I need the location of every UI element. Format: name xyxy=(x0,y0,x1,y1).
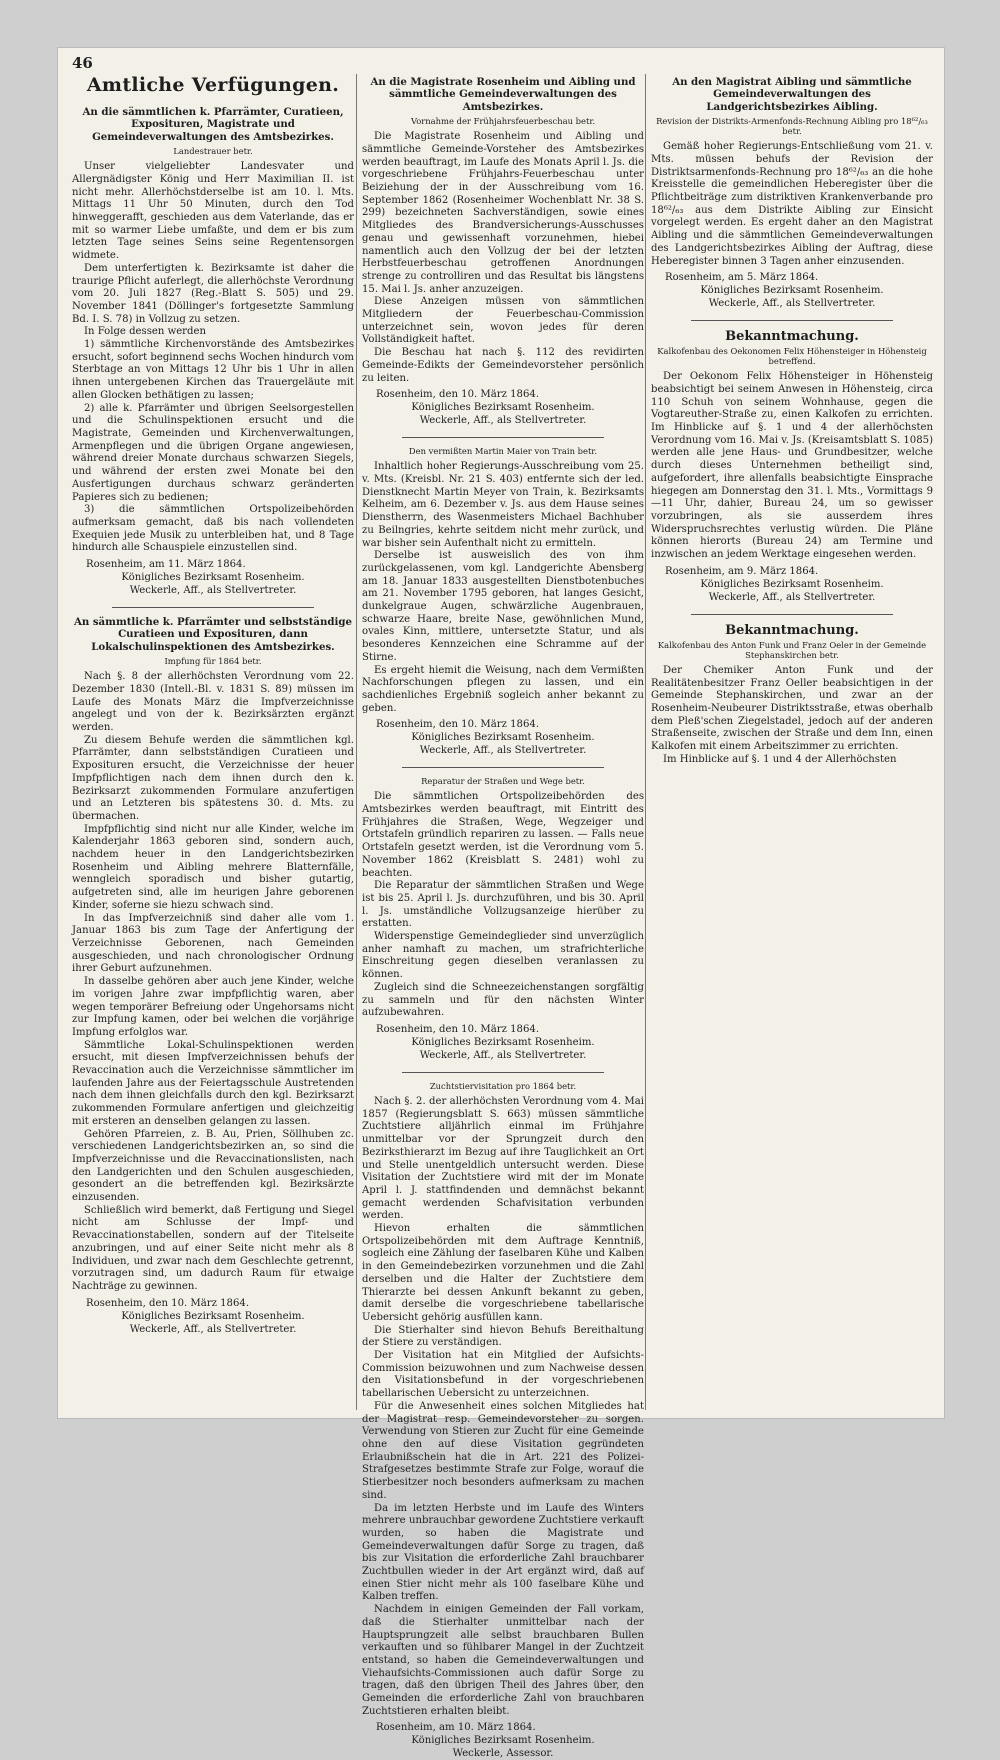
paragraph: In das Impfverzeichniß sind daher alle vom 1. Januar 1863 bis zum Tage der Anfertigung der Verzeichnisse Geborenen, nach Gemeinden ausgeschieden, und nach chronologischer Ordnung ihrer Geburt aufzunehmen. xyxy=(72,912,354,975)
paragraph: Sämmtliche Lokal-Schulinspektionen werden ersucht, mit diesen Impfverzeichnissen behufs der Revaccination auch die Verzeichnisse sämmtlicher im laufenden Jahre aus der Feiertagsschule Austretenden nach dem ihnen gleichfalls durch den kgl. Bezirksarzt zukommenden Formulare anfertigen und gleichzeitig mit ersteren an denselben gelangen zu lassen. xyxy=(72,1039,354,1127)
paragraph: 3) die sämmtlichen Ortspolizeibehörden aufmerksam gemacht, daß bis nach vollendeten Exequien jede Musik zu unterbleiben hat, und 8 Tage hindurch alle Schauspiele einzustellen sind. xyxy=(72,504,354,554)
separator xyxy=(691,614,893,615)
notice-subject: Revision der Distrikts-Armenfonds-Rechnung Aibling pro 18⁶²/₆₃ betr. xyxy=(656,116,928,137)
paragraph: Die Beschau hat nach §. 112 des revidirten Gemeinde-Edikts der Gemeindevorsteher persönlich zu leiten. xyxy=(362,347,644,384)
notice-subject: Zuchtstiervisitation pro 1864 betr. xyxy=(429,1081,577,1091)
paragraph: Es ergeht hiemit die Weisung, nach dem Vermißten Nachforschungen pflegen zu lassen, und ein sachdienliches Ergebniß sogleich anher bekannt zu geben. xyxy=(362,664,644,714)
separator xyxy=(112,607,314,608)
paragraph: Widerspenstige Gemeindeglieder sind unverzüglich anher namhaft zu machen, um strafrichterliche Einschreitung gegen dieselben veranlassen zu können. xyxy=(362,931,644,981)
notice-zuchtstiervisitation xyxy=(362,1081,644,1760)
paragraph: Nach §. 2. der allerhöchsten Verordnung vom 4. Mai 1857 (Regierungsblatt S. 663) müssen sämmtliche Zuchtstiere alljährlich einmal im Frühjahre unmittelbar vor der Sprungzeit durch den Bezirksthierarzt im Bezug auf ihre Tauglichkeit an Ort und Stelle unentgeldlich untersucht werden. Diese Visitation der Zuchtstiere wird mit der im Monate April l. J. stattfindenden und demnächst bekannt gemacht werdenden Schafvisitation verbunden werden. xyxy=(362,1096,644,1222)
date-line: Rosenheim, am 9. März 1864. xyxy=(665,565,819,577)
signer-line: Weckerle, Assessor. xyxy=(452,1748,554,1760)
signer-line: Weckerle, Aff., als Stellvertreter. xyxy=(129,585,297,597)
signature-block xyxy=(362,1721,644,1760)
paragraph: 2) alle k. Pfarrämter und übrigen Seelsorgestellen und die Schulinspektionen ersucht und die Magistrate, Gemeinden und Kirchenverwaltungen, Armenpflegen und die übrigen Organe angewiesen, während dreier Monate durchaus schwarzen Siegels, und während der ersten zwei Monate bei den Ausfertigungen durchaus schwarz geränderten Papieres sich zu bedienen; xyxy=(72,402,354,503)
paragraph: Dem unterfertigten k. Bezirksamte ist daher die traurige Pflicht auferlegt, die allerhöchste Verordnung vom 20. Juli 1827 (Reg.-Blatt S. 505) und 29. November 1841 (Döllinger's fortgesetzte Sammlung Bd. I. S. 78) in Vollzug zu setzen. xyxy=(72,262,354,325)
notice-body xyxy=(362,461,644,715)
signer-line: Weckerle, Aff., als Stellvertreter. xyxy=(419,745,587,757)
notice-subject: Vornahme der Frühjahrsfeuerbeschau betr. xyxy=(410,116,596,127)
signer-line: Weckerle, Aff., als Stellvertreter. xyxy=(708,591,876,603)
paragraph: Unser vielgeliebter Landesvater und Allergnädigster König und Herr Maximilian II. ist nicht mehr. Allerhöchstderselbe ist am 10. l. Mts. Mittags 11 Uhr 50 Minuten, durch den Tod hinweggerafft, geschieden aus dem Vaterlande, das er mit so warmer Liebe umfaßte, und dem er bis zum letzten Tage seines Seins seine Regentensorgen widmete. xyxy=(72,161,354,262)
notice-martin-maier xyxy=(362,446,644,757)
authority-line: Königliches Bezirksamt Rosenheim. xyxy=(700,285,884,297)
paragraph: Impfpflichtig sind nicht nur alle Kinder, welche im Kalenderjahr 1863 geboren sind, sondern auch, nachdem heuer in den Landgerichtsbezirken Rosenheim und Aibling mehrere Blatternfälle, wenngleich sporadisch und bisher gutartig, aufgetreten sind, alle im heurigen Jahre geborenen Kinder, soferne sie hiezu schwach sind. xyxy=(72,823,354,911)
date-line: Rosenheim, am 10. März 1864. xyxy=(376,1722,536,1734)
column-rule xyxy=(356,74,357,1410)
notice-body xyxy=(651,141,933,268)
notice-body xyxy=(362,131,644,385)
date-line: Rosenheim, den 10. März 1864. xyxy=(376,389,540,401)
paragraph: Da im letzten Herbste und im Laufe des Winters mehrere unbrauchbar gewordene Zuchtstiere verkauft wurden, so haben die Magistrate und Gemeindeverwaltungen dafür Sorge zu tragen, daß bis zur Visitation die erforderliche Zahl brauchbarer Zuchtbullen wieder in der Art ergänzt wird, daß auf einen Stier nicht mehr als 100 faselbare Kühe und Kalben treffen. xyxy=(362,1502,644,1603)
notice-addressee: An die Magistrate Rosenheim und Aibling und sämmtliche Gemeindeverwaltungen des Amtsbezirkes. xyxy=(370,76,636,113)
column-3 xyxy=(651,72,933,1408)
notice-addressee: An sämmtliche k. Pfarrämter und selbstständige Curatieen und Exposituren, dann Lokalschulinspektionen des Amtsbezirkes. xyxy=(73,616,353,653)
signature-block xyxy=(72,558,354,597)
paragraph: Die Magistrate Rosenheim und Aibling und sämmtliche Gemeinde-Vorsteher des Amtsbezirkes werden beauftragt, im Laufe des Monats April l. Js. die vorgeschriebene Frühjahrs-Feuerbeschau unter Beiziehung der in der Ausschreibung vom 16. September 1862 (Rosenheimer Wochenblatt Nr. 38 S. 299) bezeichneten Sachverständigen, sowie eines Mitgliedes des Brandversicherungs-Ausschusses genau und gewissenhaft vorzunehmen, hiebei namentlich auch den Vollzug der bei der letzten Herbstfeuerbeschau getroffenen Anordnungen strenge zu controlliren und das Resultat bis längstens 15. Mai l. Js. anher anzuzeigen. xyxy=(362,131,644,295)
signature-block xyxy=(651,271,933,310)
paragraph: Hievon erhalten die sämmtlichen Ortspolizeibehörden mit dem Auftrage Kenntniß, sogleich eine Zählung der faselbaren Kühe und Kalben in den Gemeindebezirken vorzunehmen und die Zahl derselben und die Halter der Zuchtstiere dem Thierarzte bei dessen Ankunft bekannt zu geben, damit derselbe die vorgeschriebene tabellarische Uebersicht gehörig ausfüllen kann. xyxy=(362,1223,644,1323)
paragraph: Diese Anzeigen müssen von sämmtlichen Mitgliedern der Feuerbeschau-Commission unterzeichnet sein, wovon jedes für deren Vollständigkeit haftet. xyxy=(362,296,644,346)
page-number: 46 xyxy=(72,54,93,72)
notice-armenfonds xyxy=(651,76,933,310)
notice-landestrauer xyxy=(72,106,354,597)
notice-subject: Kalkofenbau des Anton Funk und Franz Oeler in der Gemeinde Stephanskirchen betr. xyxy=(657,639,927,660)
column-1 xyxy=(72,72,354,1408)
paragraph: Nachdem in einigen Gemeinden der Fall vorkam, daß die Stierhalter unmittelbar nach der Hauptsprungzeit alle selbst brauchbaren Bullen verkauften und so fühlbarer Mangel in der Zuchtzeit entstand, so haben die Gemeindeverwaltungen und Viehaufsichts-Commissionen auch dafür Sorge zu tragen, daß den übrigen Theil des Jahres über, den Gemeinden die erforderliche Zahl von brauchbaren Zuchtstieren erhalten bleibt. xyxy=(362,1604,644,1717)
signature-block xyxy=(362,718,644,757)
paragraph: Der Oekonom Felix Höhensteiger in Höhensteig beabsichtigt bei seinem Anwesen in Höhensteig, circa 110 Schuh von seinem Wohnhause, gegen die Vogtareuther-Straße zu, einen Kalkofen zu errichten. Im Hinblicke auf §. 1 und 4 der allerhöchsten Verordnung vom 16. Mai v. Js. (Kreisamtsblatt S. 1085) werden alle jene Haus- und Grundbesitzer, welche durch dieses Unternehmen betheiligt sind, aufgefordert, ihre allenfalls beabsichtigte Einsprache hiegegen am Donnerstag den 31. l. Mts., Vormittags 9—11 Uhr, dahier, Bureau 24, um so gewisser vorzubringen, als sie ausserdem ihres Widerspruchsrechtes verlustig würden. Die Pläne können hierorts (Bureau 24) am Termine und inzwischen an jedem Werktage eingesehen werden. xyxy=(651,371,934,561)
signer-line: Weckerle, Aff., als Stellvertreter. xyxy=(419,415,587,427)
authority-line: Königliches Bezirksamt Rosenheim. xyxy=(411,1037,595,1048)
authority-line: Königliches Bezirksamt Rosenheim. xyxy=(121,1310,305,1322)
authority-line: Königliches Bezirksamt Rosenheim. xyxy=(411,1735,595,1747)
notice-body xyxy=(362,1096,644,1718)
paragraph: 1) sämmtliche Kirchenvorstände des Amtsbezirkes ersucht, sofort beginnend sechs Wochen hindurch vom Sterbtage an von Mittags 12 Uhr bis 1 Uhr in allen ihnen untergebenen Kirchen das Trauergeläute mit allen Glocken bethätigen zu lassen; xyxy=(72,339,354,401)
notice-kalkofen-funk xyxy=(651,623,933,767)
date-line: Rosenheim, den 10. März 1864. xyxy=(86,1297,250,1309)
paragraph: Nach §. 8 der allerhöchsten Verordnung vom 22. Dezember 1830 (Intell.-Bl. v. 1831 S. 89) müssen im Laufe des Monats März die Impfverzeichnisse angelegt und von der k. Bezirksärzten ergänzt werden. xyxy=(72,671,354,734)
notice-subject: Landestrauer betr. xyxy=(173,146,253,157)
authority-line: Königliches Bezirksamt Rosenheim. xyxy=(411,402,595,414)
notice-body xyxy=(651,665,933,767)
notice-body xyxy=(72,671,354,1293)
notice-subject: Kalkofenbau des Oekonomen Felix Höhensteiger in Höhensteig betreffend. xyxy=(657,346,927,367)
paragraph: Der Chemiker Anton Funk und der Realitätenbesitzer Franz Oeller beabsichtigen in der Gemeinde Stephanskirchen, und zwar an der Rosenheim-Neubeurer Distriktsstraße, etwas oberhalb dem Pleß'schen Ziegelstadel, jedoch auf der anderen Straßenseite, zwischen der Straße und dem Inn, einen Kalkofen mit einem Arbeitszimmer zu errichten. xyxy=(651,664,933,753)
signature-block xyxy=(72,1297,354,1336)
date-line: Rosenheim, am 5. März 1864. xyxy=(665,272,819,284)
separator xyxy=(402,1072,604,1073)
paragraph: Gemäß hoher Regierungs-Entschließung vom 21. v. Mts. müssen behufs der Revision der Distriktsarmenfonds-Rechnung pro 18⁶²/₆₃ an die hohe Kreisstelle die gemeindlichen Heberegister über die Pflichtbeiträge zum distriktiven Krankenverbande pro 18⁶²/₆₃ aus dem Distrikte Aibling zur Einsicht vorgelegt werden. Es ergeht daher an den Magistrat Aibling und die sämmtlichen Gemeindeverwaltungen des Landgerichtsbezirkes Aibling der Auftrag, diese Heberegister binnen 3 Tagen anher einzusenden. xyxy=(651,141,933,267)
notice-body xyxy=(72,161,354,555)
newspaper-page xyxy=(58,48,944,1760)
paragraph: Der Visitation hat ein Mitglied der Aufsichts-Commission beizuwohnen und zum Nachweise dessen den Visitationsbefund in der vorgeschriebenen tabellarischen Uebersicht zu unterzeichnen. xyxy=(362,1350,644,1400)
signer-line: Weckerle, Aff., als Stellvertreter. xyxy=(129,1323,297,1335)
paragraph: Schließlich wird bemerkt, daß Fertigung und Siegel nicht am Schlusse der Impf- und Revaccinationstabellen, sondern auf der Titelseite anzubringen, und auf einer Seite nicht mehr als 8 Individuen, und zwar nach dem Geschlechte getrennt, vorzutragen sind, um dadurch Raum für etwaige Nachträge zu gewinnen. xyxy=(72,1204,354,1292)
authority-line: Königliches Bezirksamt Rosenheim. xyxy=(700,578,884,590)
notice-subject: Reparatur der Straßen und Wege betr. xyxy=(421,776,585,787)
paragraph: Zu diesem Behufe werden die sämmtlichen kgl. Pfarrämter, dann selbstständigen Curatieen und Exposituren ersucht, die Verzeichnisse der heuer Impfpflichtigen nach dem ihnen durch den k. Bezirksarzt zukommenden Formulare anzufertigen und an Letzteren bis spätestens 30. d. Mts. zu übermachen. xyxy=(72,734,354,822)
column-2 xyxy=(362,72,644,1760)
date-line: Rosenheim, den 10. März 1864. xyxy=(376,1024,540,1035)
paragraph: Zugleich sind die Schneezeichenstangen sorgfältig zu sammeln und für den nächsten Winter aufzubewahren. xyxy=(362,981,644,1019)
authority-line: Königliches Bezirksamt Rosenheim. xyxy=(411,732,595,744)
signer-line: Weckerle, Aff., als Stellvertreter. xyxy=(708,298,876,310)
notice-heading: Bekanntmachung. xyxy=(725,622,859,638)
separator xyxy=(691,320,893,321)
notice-feuerbeschau xyxy=(362,76,644,427)
notice-subject: Den vermißten Martin Maier von Train betr. xyxy=(408,446,598,457)
notice-kalkofen-hoehensteiger xyxy=(651,329,933,604)
date-line: Rosenheim, den 10. März 1864. xyxy=(376,719,540,731)
notice-subject: Impfung für 1864 betr. xyxy=(164,656,262,667)
paragraph: In Folge dessen werden xyxy=(84,326,206,338)
notice-addressee: An den Magistrat Aibling und sämmtliche Gemeindeverwaltungen des Landgerichtsbezirkes Aibling. xyxy=(672,76,912,113)
notice-heading: Bekanntmachung. xyxy=(725,329,859,345)
paragraph: Inhaltlich hoher Regierungs-Ausschreibung vom 25. v. Mts. (Kreisbl. Nr. 21 S. 403) entfernte sich der led. Dienstknecht Martin Meyer von Train, k. Bezirksamts Kelheim, am 6. Dezember v. Js. aus dem Hause seines Dienstherrn, des Wasenmeisters Michael Bachhuber zu Beilngries, kehrte seitdem nicht mehr zurück, und war bisher sein Aufenthalt nicht zu ermitteln. xyxy=(362,461,644,549)
paragraph: Die Reparatur der sämmtlichen Straßen und Wege ist bis 25. April l. Js. durchzuführen, und bis 30. April l. Js. umständliche Vollzugsanzeige hierüber zu erstatten. xyxy=(362,880,644,930)
paragraph: Die sämmtlichen Ortspolizeibehörden des Amtsbezirkes werden beauftragt, mit Eintritt des Frühjahres die Straßen, Wege, Wegzeiger und Ortstafeln gründlich repariren zu lassen. — Falls neue Ortstafeln gesetzt werden, ist die Verordnung vom 5. November 1862 (Kreisblatt S. 2481) wohl zu beachten. xyxy=(362,791,644,879)
notice-body xyxy=(651,371,933,562)
date-line: Rosenheim, am 11. März 1864. xyxy=(86,559,246,571)
paragraph: Die Stierhalter sind hievon Behufs Bereithaltung der Stiere zu verständigen. xyxy=(362,1324,644,1349)
masthead: Amtliche Verfügungen. xyxy=(86,74,340,96)
column-rule xyxy=(645,74,646,1410)
paragraph: Gehören Pfarreien, z. B. Au, Prien, Söllhuben zc. verschiedenen Landgerichtsbezirken an, so sind die Impfverzeichnisse und die Revaccinationslisten, nach den Landgerichten und den Schulen ausgeschieden, gesondert an die betreffenden kgl. Bezirksärzte einzusenden. xyxy=(72,1128,354,1204)
signature-block xyxy=(651,565,933,604)
separator xyxy=(402,767,604,768)
notice-impfung xyxy=(72,616,354,1336)
separator xyxy=(402,437,604,438)
signature-block xyxy=(362,388,644,427)
paragraph: Derselbe ist ausweislich des von ihm zurückgelassenen, vom kgl. Landgerichte Abensberg am 18. Januar 1833 ausgestellten Dienstbotenbuches am 21. November 1795 geboren, hat langes Gesicht, dunkelgraue Augen, schwärzliche Augenbrauen, schwarze Haare, breite Nase, gewöhnlichen Mund, ovales Kinn, mittlere, untersetzte Statur, und als besonderes Kennzeichen eine Schramme auf der Stirne. xyxy=(362,550,644,663)
notice-strassen-wege xyxy=(362,776,644,1062)
notice-body xyxy=(362,791,644,1020)
paragraph: Im Hinblicke auf §. 1 und 4 der Allerhöchsten xyxy=(663,753,897,765)
signer-line: Weckerle, Aff., als Stellvertreter. xyxy=(419,1050,587,1061)
paragraph: Für die Anwesenheit eines solchen Mitgliedes hat der Magistrat resp. Gemeindevorsteher zu sorgen. Verwendung von Stieren zur Zucht für eine Gemeinde ohne den auf diese Visitation gegründeten Erlaubnißschein hat die in Art. 221 des Polizei-Strafgesetzes bestimmte Strafe zur Folge, worauf die Stierbesitzer noch besonders aufmerksam zu machen sind. xyxy=(362,1400,644,1501)
paragraph: In dasselbe gehören aber auch jene Kinder, welche im vorigen Jahre zwar impfpflichtig waren, aber wegen temporärer Befreiung oder Ungehorsams nicht zur Impfung kamen, oder bei welchen die vorjährige Impfung erfolglos war. xyxy=(72,976,354,1038)
authority-line: Königliches Bezirksamt Rosenheim. xyxy=(121,572,305,584)
signature-block xyxy=(362,1023,644,1062)
notice-addressee: An die sämmtlichen k. Pfarrämter, Curatieen, Exposituren, Magistrate und Gemeindeverwaltungen des Amtsbezirkes. xyxy=(82,106,344,143)
